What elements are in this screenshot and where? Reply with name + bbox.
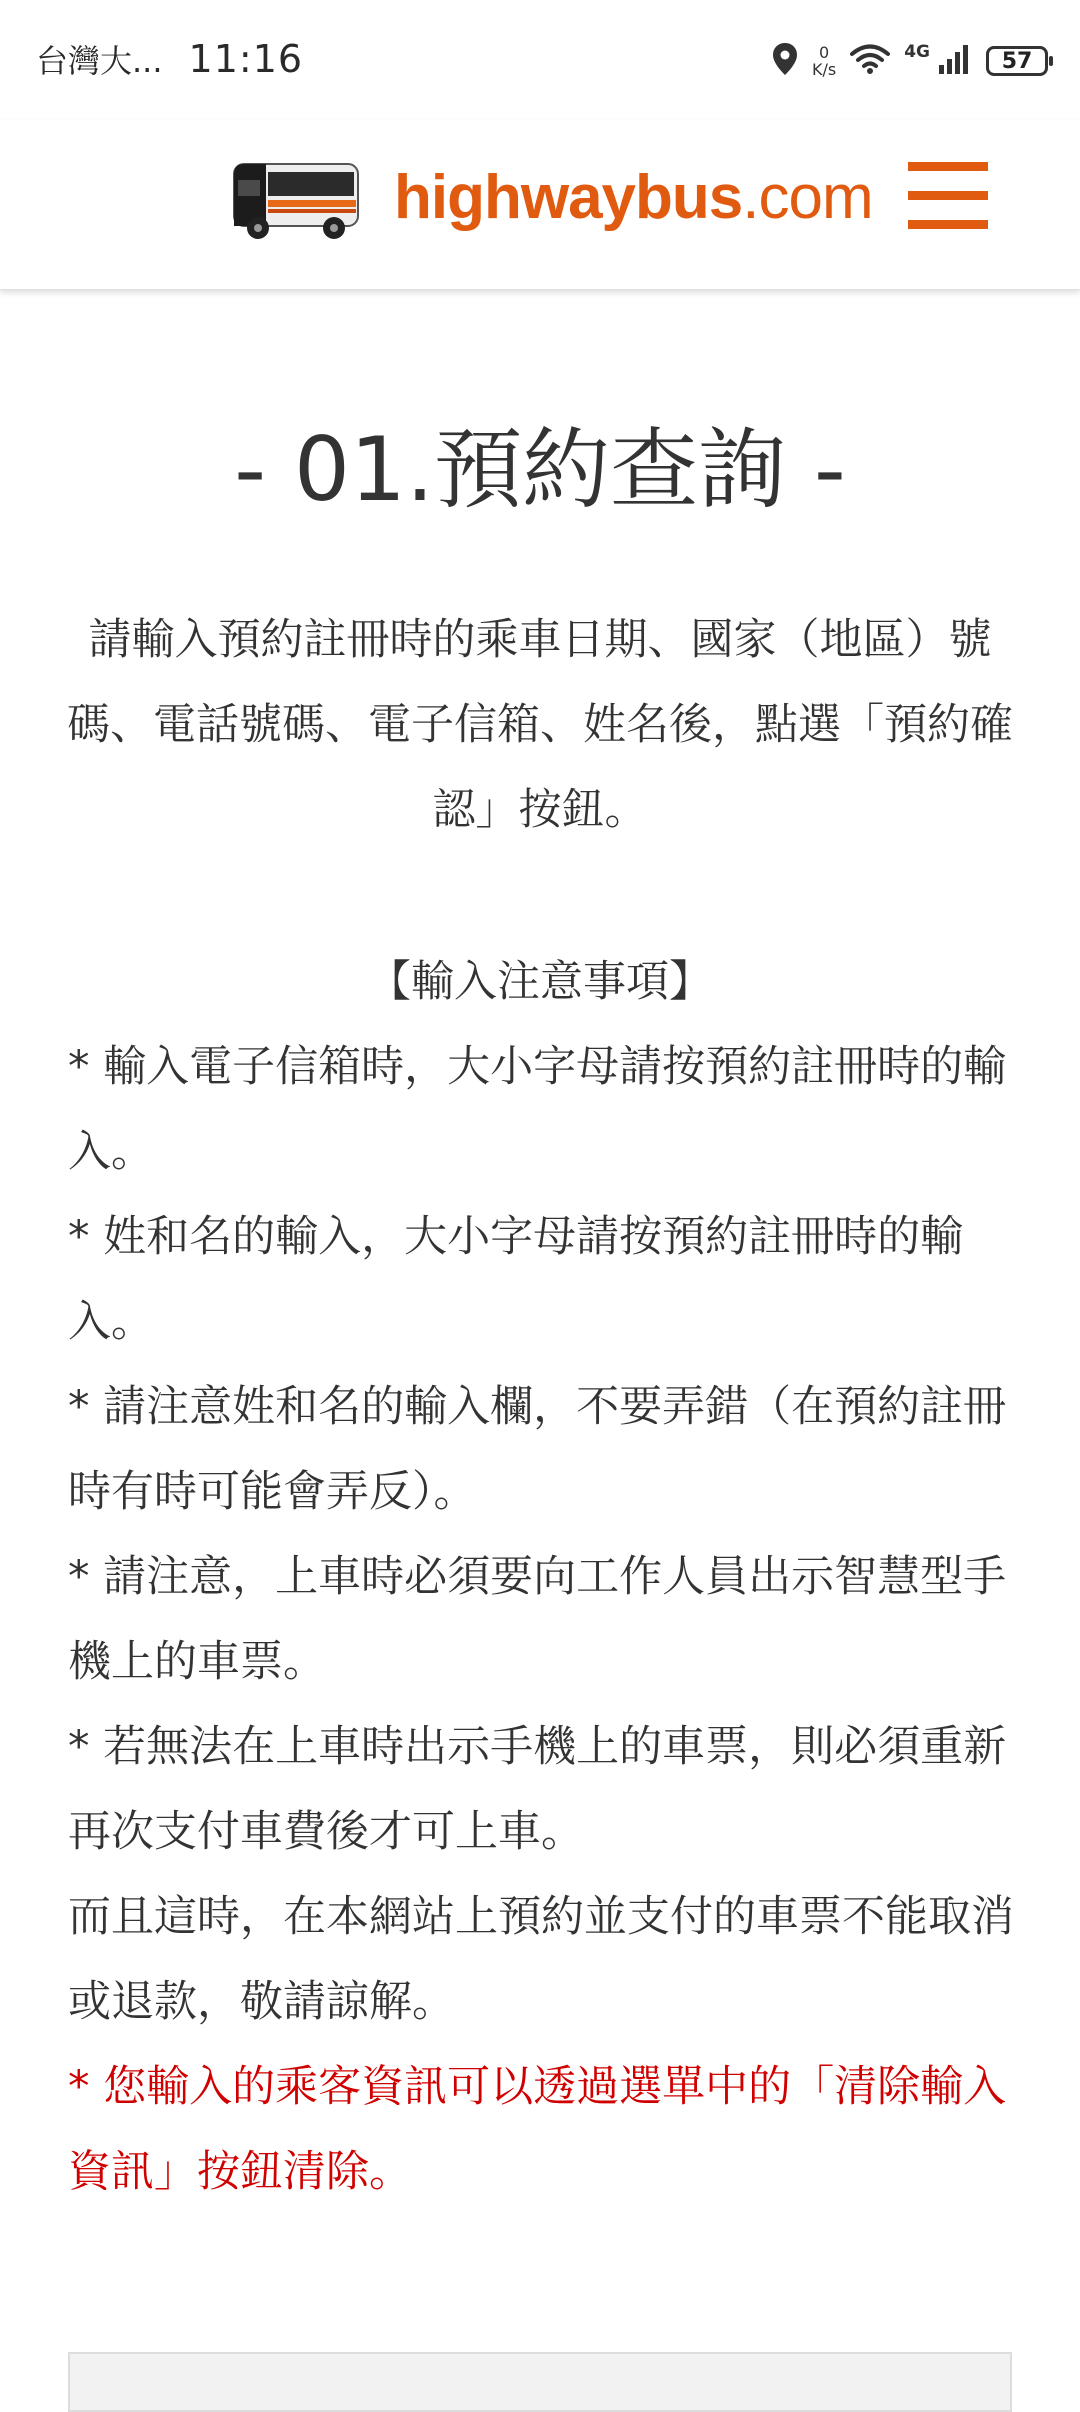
page-title: - 01.預約查詢 - bbox=[234, 418, 846, 521]
bus-icon bbox=[228, 150, 364, 246]
location-icon bbox=[772, 42, 798, 80]
carrier-name: 台灣大... bbox=[36, 42, 163, 80]
network-type: 4G bbox=[904, 42, 930, 62]
wifi-icon bbox=[850, 43, 890, 79]
note-item: * 請注意，上車時必須要向工作人員出示智慧型手機上的車票。 bbox=[68, 1552, 1007, 1687]
notes-list bbox=[68, 1025, 1018, 2215]
note-item: * 姓和名的輸入，大小字母請按預約註冊時的輸入。 bbox=[68, 1212, 964, 1347]
logo-text bbox=[394, 163, 873, 232]
net-speed-value: 0 bbox=[819, 43, 830, 62]
net-speed bbox=[812, 44, 836, 78]
logo-brand: highwaybus bbox=[394, 163, 743, 232]
status-left bbox=[36, 36, 303, 82]
site-logo[interactable] bbox=[228, 150, 873, 246]
logo-tld: .com bbox=[742, 163, 873, 232]
status-right bbox=[772, 36, 1048, 86]
battery-level: 57 bbox=[1001, 48, 1033, 74]
note-item: * 請注意姓和名的輸入欄，不要弄錯（在預約註冊時有時可能會弄反）。 bbox=[68, 1382, 1007, 1517]
signal-icon bbox=[938, 43, 972, 79]
reservation-form-box bbox=[68, 2352, 1012, 2412]
status-bar bbox=[0, 0, 1080, 120]
net-speed-unit: K/s bbox=[811, 60, 837, 79]
clear-info-warning: * 您輸入的乘客資訊可以透過選單中的「清除輸入資訊」按鈕清除。 bbox=[68, 2062, 1007, 2197]
notes-heading: 【輸入注意事項】 bbox=[368, 957, 712, 1007]
hamburger-menu-icon[interactable] bbox=[906, 158, 990, 234]
status-time: 11:16 bbox=[188, 37, 304, 81]
site-header bbox=[0, 120, 1080, 290]
note-item: * 輸入電子信箱時，大小字母請按預約註冊時的輸入。 bbox=[68, 1042, 1007, 1177]
battery-icon bbox=[986, 46, 1048, 76]
note-item: 而且這時，在本網站上預約並支付的車票不能取消或退款，敬請諒解。 bbox=[68, 1892, 1014, 2027]
intro-text: 請輸入預約註冊時的乘車日期、國家（地區）號碼、電話號碼、電子信箱、姓名後，點選「預約確認」按鈕。 bbox=[67, 615, 1013, 835]
note-item: * 若無法在上車時出示手機上的車票，則必須重新再次支付車費後才可上車。 bbox=[68, 1722, 1007, 1857]
